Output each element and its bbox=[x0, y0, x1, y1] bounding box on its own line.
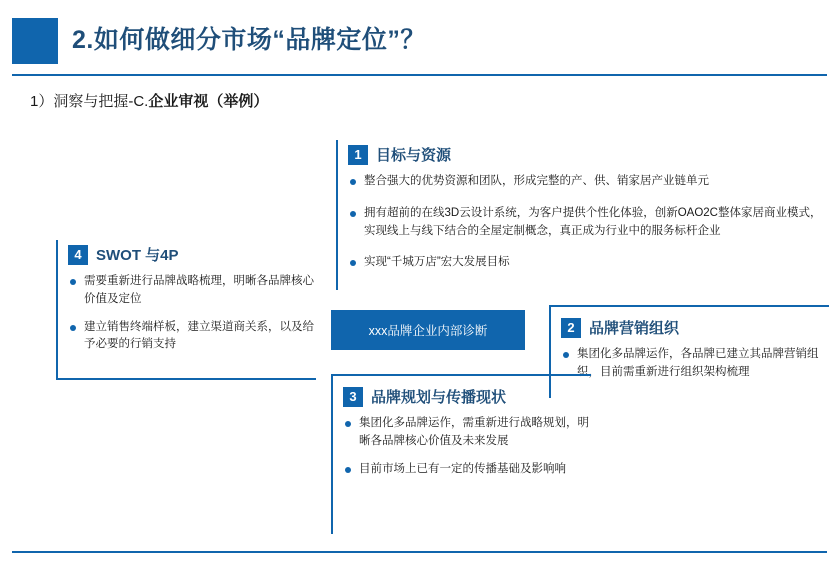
list-item: 需要重新进行品牌战略梳理，明晰各品牌核心价值及定位 bbox=[68, 273, 316, 309]
panel-goals-bullets bbox=[348, 173, 826, 272]
subtitle bbox=[30, 90, 268, 111]
panel-marketing-organization bbox=[549, 305, 829, 398]
panel-org-header bbox=[561, 317, 829, 338]
page-title: 2.如何做细分市场“品牌定位”？ bbox=[72, 26, 426, 54]
subtitle-lead: 1）洞察与把握-C. bbox=[30, 93, 149, 110]
panel-org-number: 2 bbox=[561, 318, 581, 338]
title-divider bbox=[12, 74, 827, 76]
panel-org-bullets bbox=[561, 346, 829, 382]
panel-goals-header bbox=[348, 144, 826, 165]
panel-org-title: 品牌营销组织 bbox=[589, 320, 680, 337]
list-item: 实现“千城万店”宏大发展目标 bbox=[348, 254, 826, 272]
panel-swot-bullets bbox=[68, 273, 316, 354]
panel-swot-4p bbox=[56, 240, 316, 380]
list-item: 集团化多品牌运作，需重新进行战略规划，明晰各品牌核心价值及未来发展 bbox=[343, 415, 591, 451]
panel-goals-resources bbox=[336, 140, 826, 290]
list-item: 集团化多品牌运作，各品牌已建立其品牌营销组织，目前需重新进行组织架构梳理 bbox=[561, 346, 829, 382]
panel-plan-number: 3 bbox=[343, 387, 363, 407]
panel-plan-header bbox=[343, 386, 591, 407]
panel-goals-number: 1 bbox=[348, 145, 368, 165]
list-item: 拥有超前的在线3D云设计系统，为客户提供个性化体验，创新OAO2C整体家居商业模式，实现线上与线下结合的全屋定制概念，真正成为行业中的服务标杆企业 bbox=[348, 205, 826, 241]
panel-swot-number: 4 bbox=[68, 245, 88, 265]
center-diagnosis-box: xxx品牌企业内部诊断 bbox=[331, 310, 525, 350]
panel-plan-bullets bbox=[343, 415, 591, 478]
panel-goals-title: 目标与资源 bbox=[376, 147, 452, 164]
panel-brand-planning bbox=[331, 374, 591, 534]
list-item: 目前市场上已有一定的传播基础及影响响 bbox=[343, 461, 591, 479]
footer-divider bbox=[12, 551, 827, 553]
title-accent-square bbox=[12, 18, 58, 64]
panel-swot-title: SWOT 与4P bbox=[96, 247, 179, 264]
list-item: 建立销售终端样板，建立渠道商关系，以及给予必要的行销支持 bbox=[68, 319, 316, 355]
subtitle-strong: 企业审视（举例） bbox=[148, 93, 269, 110]
panel-swot-header bbox=[68, 244, 316, 265]
panel-plan-title: 品牌规划与传播现状 bbox=[371, 389, 507, 406]
list-item: 整合强大的优势资源和团队，形成完整的产、供、销家居产业链单元 bbox=[348, 173, 826, 191]
